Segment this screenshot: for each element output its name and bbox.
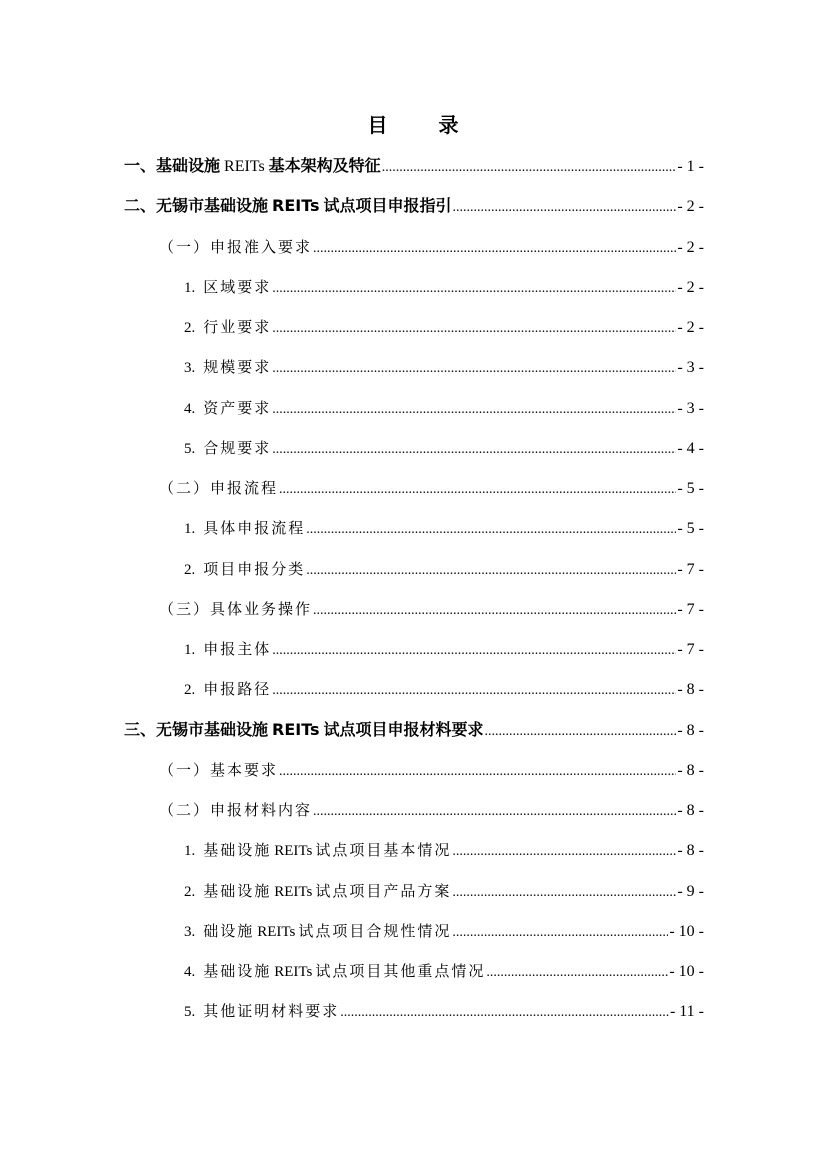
toc-entry-label — [184, 911, 451, 952]
dot-leader — [313, 229, 676, 269]
toc-entry-text: 申报主体 — [203, 640, 272, 658]
toc-entry-label — [184, 830, 451, 871]
toc-entry-number: 4. — [184, 964, 196, 980]
dot-leader — [313, 792, 676, 832]
dot-leader — [452, 913, 668, 953]
toc-entry[interactable] — [0, 991, 826, 1031]
toc-page-number: - 3 - — [677, 399, 704, 417]
dot-leader — [272, 390, 676, 430]
toc-entry[interactable] — [0, 347, 826, 387]
toc-entry-label — [124, 710, 484, 750]
toc-entry-number: 2. — [184, 320, 196, 336]
toc-entry[interactable] — [0, 830, 826, 870]
toc-entry-label — [159, 227, 312, 267]
toc-entry-number: 2. — [184, 883, 196, 900]
toc-entry-text: 项目申报分类 — [203, 559, 306, 578]
toc-page-number: - 7 - — [677, 560, 704, 578]
toc-entry-text: （三）具体业务操作 — [159, 599, 313, 618]
toc-page-number: - 2 - — [677, 198, 704, 216]
toc-entry-label — [184, 347, 271, 388]
toc-entry-label — [184, 267, 271, 308]
toc-entry-label — [184, 549, 305, 590]
toc-page-number: - 5 - — [677, 480, 704, 497]
toc-entry[interactable] — [0, 307, 826, 347]
toc-entry-latin-term: REITs — [272, 196, 320, 216]
toc-entry-text: 资产要求 — [203, 398, 272, 417]
toc-page-number: - 11 - — [669, 1003, 704, 1021]
toc-entry[interactable] — [0, 629, 826, 669]
toc-entry-label — [159, 790, 312, 830]
toc-page-number: - 3 - — [677, 359, 704, 377]
toc-entry-number: 1. — [184, 843, 196, 860]
dot-leader — [382, 148, 677, 188]
toc-entry-label — [184, 951, 485, 992]
toc-entry-number: 1. — [184, 642, 196, 658]
toc-entry-text: 行业要求 — [203, 318, 272, 336]
toc-entry-text: （一）申报准入要求 — [159, 237, 313, 256]
toc-entry-text: 础设施 — [203, 921, 255, 940]
toc-entry-number: 3. — [184, 360, 196, 377]
toc-entry-number: 5. — [184, 1004, 196, 1021]
toc-entry-number: 5. — [184, 440, 196, 457]
toc-page-number: - 2 - — [677, 319, 704, 336]
toc-page-number: - 4 - — [677, 439, 704, 457]
dot-leader — [279, 752, 676, 792]
toc-entry[interactable] — [0, 951, 826, 991]
toc-entry-text: 合规要求 — [203, 438, 272, 457]
toc-page-number: - 8 - — [677, 802, 704, 819]
dot-leader — [313, 591, 676, 631]
toc-entry[interactable] — [0, 508, 826, 548]
toc-entry[interactable] — [0, 669, 826, 709]
toc-entry-label — [184, 991, 339, 1032]
toc-entry-latin-term: REITs — [272, 719, 320, 739]
dot-leader — [485, 712, 677, 752]
toc-entry-text: 一、基础设施 — [124, 156, 221, 175]
toc-entry-text: 规模要求 — [203, 358, 272, 377]
toc-entry[interactable] — [0, 388, 826, 428]
toc-entry-text: 区域要求 — [203, 277, 272, 296]
toc-entry-latin-term: REITs — [257, 923, 296, 940]
toc-page-number: - 8 - — [677, 721, 704, 739]
toc-page-number: - 7 - — [677, 600, 704, 618]
toc-entry-latin-term: REITs — [274, 883, 313, 900]
toc-page-number: - 8 - — [677, 842, 704, 860]
toc-page-number: - 8 - — [677, 761, 704, 779]
dot-leader — [306, 510, 676, 550]
toc-title: 目 录 — [367, 113, 481, 137]
toc-entry-label — [159, 589, 312, 629]
toc-entry-latin-term: REITs — [274, 964, 313, 980]
toc-entry-text: 试点项目其他重点情况 — [315, 962, 486, 980]
dot-leader — [452, 832, 676, 872]
toc-entry[interactable] — [0, 227, 826, 267]
toc-entry-text: （一）基本要求 — [159, 760, 279, 779]
toc-entry-number: 3. — [184, 923, 196, 940]
toc-entry-text: （二）申报流程 — [159, 479, 279, 497]
dot-leader — [453, 188, 677, 228]
toc-entry-text: 基础设施 — [203, 881, 272, 900]
toc-entry-text: 基础设施 — [203, 962, 272, 980]
table-of-contents — [0, 146, 826, 1032]
toc-entry-text: 试点项目合规性情况 — [298, 921, 452, 940]
toc-entry[interactable] — [0, 790, 826, 830]
toc-entry-label — [124, 186, 452, 226]
dot-leader — [272, 631, 676, 671]
toc-entry-latin-term: REITs — [224, 158, 265, 175]
toc-entry-text: 其他证明材料要求 — [203, 1002, 340, 1021]
dot-leader — [272, 430, 676, 470]
toc-entry[interactable] — [0, 589, 826, 629]
dot-leader — [306, 551, 676, 591]
toc-entry-text: （二）申报材料内容 — [159, 801, 313, 819]
toc-entry-number: 1. — [184, 521, 196, 538]
toc-entry[interactable] — [0, 911, 826, 951]
toc-entry-text: 试点项目申报材料要求 — [323, 719, 484, 739]
toc-page-number: - 10 - — [669, 963, 704, 980]
toc-entry-text: 试点项目基本情况 — [315, 841, 452, 860]
toc-entry-label — [184, 388, 271, 429]
toc-page-number: - 7 - — [677, 641, 704, 658]
toc-entry-number: 2. — [184, 682, 196, 699]
toc-entry-label — [184, 307, 271, 348]
toc-page-number: - 9 - — [677, 882, 704, 900]
toc-entry[interactable] — [0, 750, 826, 790]
toc-entry-text: 基础设施 — [203, 841, 272, 860]
toc-entry-text: 试点项目产品方案 — [315, 881, 452, 900]
dot-leader — [340, 993, 669, 1033]
dot-leader — [272, 671, 676, 711]
toc-entry[interactable] — [0, 267, 826, 307]
toc-entry-number: 4. — [184, 400, 196, 417]
toc-entry-label — [124, 146, 381, 187]
toc-entry[interactable] — [0, 871, 826, 911]
toc-entry-text: 具体申报流程 — [203, 519, 306, 538]
toc-entry-text: 试点项目申报指引 — [323, 196, 452, 216]
dot-leader — [486, 953, 668, 993]
dot-leader — [272, 349, 676, 389]
toc-entry-label — [159, 750, 278, 790]
toc-entry-label — [159, 468, 278, 508]
toc-entry-text: 基本架构及特征 — [268, 156, 381, 175]
toc-page-number: - 2 - — [677, 278, 704, 296]
toc-entry[interactable] — [0, 186, 826, 226]
toc-entry-label — [184, 629, 271, 670]
toc-entry[interactable] — [0, 428, 826, 468]
toc-entry-text: 二、无锡市基础设施 — [124, 196, 269, 216]
toc-entry-number: 2. — [184, 561, 196, 578]
toc-entry-latin-term: REITs — [274, 843, 313, 860]
toc-page-number: - 8 - — [677, 681, 704, 699]
toc-entry-label — [184, 669, 271, 710]
toc-page-number: - 10 - — [669, 922, 704, 940]
dot-leader — [279, 470, 676, 510]
dot-leader — [272, 269, 676, 309]
toc-entry-text: 三、无锡市基础设施 — [124, 719, 269, 739]
toc-entry[interactable] — [0, 468, 826, 508]
dot-leader — [452, 873, 676, 913]
toc-page-number: - 1 - — [677, 158, 704, 175]
toc-entry[interactable] — [0, 146, 826, 186]
toc-page-number: - 2 - — [677, 238, 704, 256]
toc-entry-label — [184, 871, 451, 912]
toc-entry-text: 申报路径 — [203, 680, 272, 699]
toc-entry-label — [184, 428, 271, 469]
toc-entry[interactable] — [0, 549, 826, 589]
dot-leader — [272, 309, 676, 349]
toc-entry-number: 1. — [184, 279, 196, 296]
toc-entry-label — [184, 508, 305, 549]
toc-entry[interactable] — [0, 710, 826, 750]
toc-page-number: - 5 - — [677, 520, 704, 538]
